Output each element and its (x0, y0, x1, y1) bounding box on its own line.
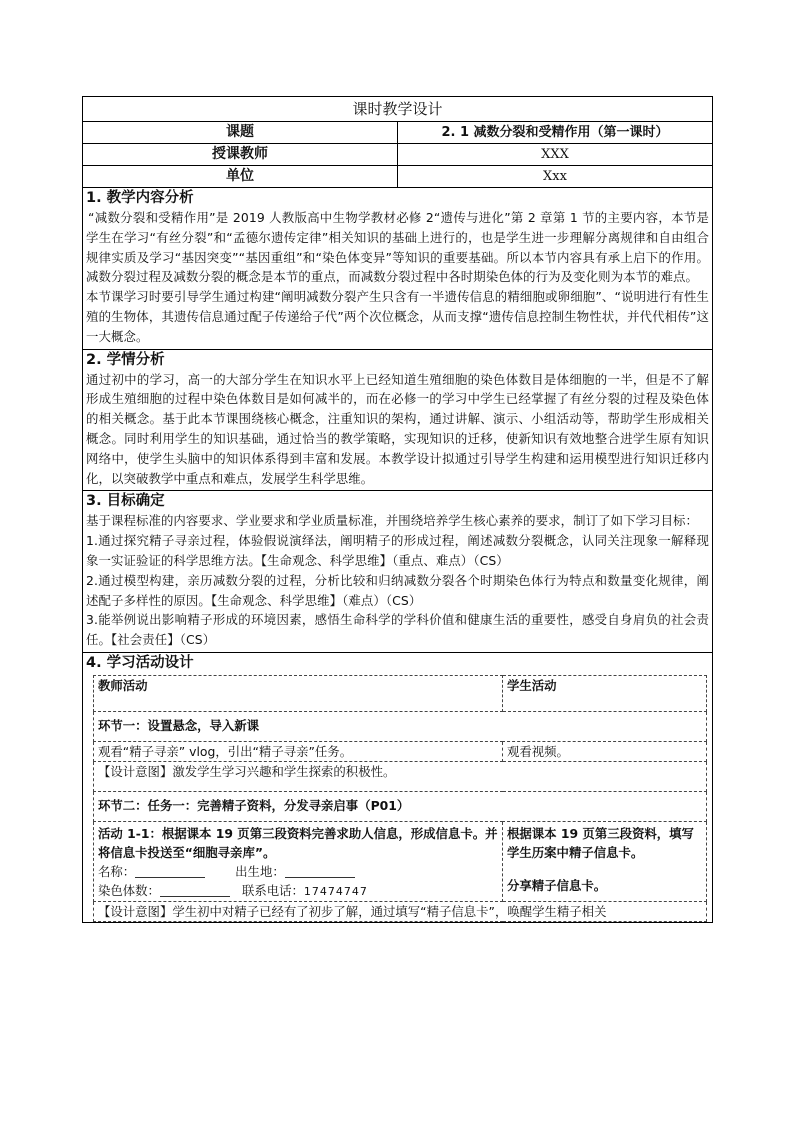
section-content-analysis (83, 188, 713, 350)
student-task: 根据课本 19 页第三段资料，填写学生历案中精子信息卡。 (507, 825, 694, 860)
activity-table (93, 675, 707, 922)
activity-1-1 (94, 821, 503, 901)
birthplace-label: 出生地： (235, 863, 285, 879)
paragraph: “减数分裂和受精作用”是 2019 人教版高中生物学教材必修 2“遗传与进化”第 2 章第 1 节的主要内容，本节是学生在学习“有丝分裂”和“孟德尔遗传定律”相关知识的基础上进行的，也是学生进一步理解分离规律和自由组合规律实质及学习“基因突变”“基因重组”和“染色体变异”等知识的重要基础。所以本节内容具有承上启下的作用。减数分裂过程及减数分裂的概念是本节的重点，而减数分裂过程中各时期染色体的行为及变化则为本节的难点。 (86, 210, 709, 285)
document-title: 课时教学设计 (83, 97, 713, 122)
teacher-value: XXX (398, 144, 713, 166)
student-share: 分享精子信息卡。 (507, 877, 607, 893)
birthplace-blank[interactable] (285, 863, 355, 878)
stage-two-title: 环节二：任务一：完善精子资料，分发寻亲启事（P01） (94, 791, 707, 821)
stage-one-student: 观看视频。 (503, 741, 707, 761)
topic-label: 课题 (83, 122, 398, 144)
stage-one-intent: 【设计意图】激发学生学习兴趣和学生探索的积极性。 (94, 761, 707, 791)
activity-1-1-student (503, 821, 707, 901)
info-card-row-1 (98, 862, 498, 881)
paragraph: 基于课程标准的内容要求、学业要求和学业质量标准，并围绕培养学生核心素养的要求，制订了如下学习目标： (86, 513, 699, 529)
paragraph: 本节课学习时要引导学生通过构建“阐明减数分裂产生只含有一半遗传信息的精细胞或卵细胞”、“说明进行有性生殖的生物体，其遗传信息通过配子传递给子代”两个次位概念，从而支撑“遗传信息控制生物性状，并代代相传”这一大概念。 (86, 289, 709, 344)
info-card-row-2 (98, 881, 498, 901)
unit-label: 单位 (83, 166, 398, 188)
topic-value: 2. 1 减数分裂和受精作用（第一课时） (398, 122, 713, 144)
stage-one-teacher: 观看“精子寻亲” vlog，引出“精子寻亲”任务。 (94, 741, 503, 761)
phone-value: 17474747 (303, 884, 368, 898)
student-activity-header: 学生活动 (503, 675, 707, 711)
section-heading: 2. 学情分析 (86, 351, 165, 368)
chromosome-blank[interactable] (160, 882, 230, 897)
stage-one-title: 环节一：设置悬念，导入新课 (94, 711, 707, 741)
section-objectives (83, 491, 713, 653)
name-blank[interactable] (135, 863, 205, 878)
activity-title: 活动 1-1：根据课本 19 页第三段资料完善求助人信息，形成信息卡。并将信息卡投送至“细胞寻亲库”。 (98, 825, 498, 860)
section-heading: 3. 目标确定 (86, 493, 165, 510)
section-heading: 4. 学习活动设计 (86, 654, 194, 671)
teacher-label: 授课教师 (83, 144, 398, 166)
phone-label: 联系电话： (241, 882, 304, 898)
section-learner-analysis (83, 349, 713, 491)
teacher-activity-header: 教师活动 (94, 675, 503, 711)
lesson-design-table (82, 96, 713, 923)
stage-two-intent: 【设计意图】学生初中对精子已经有了初步了解，通过填写“精子信息卡”，唤醒学生精子相关 (94, 901, 707, 921)
name-label: 名称： (98, 863, 136, 879)
chromosome-label: 染色体数： (98, 882, 160, 898)
section-heading: 1. 教学内容分析 (86, 190, 194, 206)
objective-item: 2.通过模型构建，亲历减数分裂的过程，分析比较和归纳减数分裂各个时期染色体行为特点和数量变化规律，阐述配子多样性的原因。【生命观念、科学思维】（难点）（CS） (86, 572, 709, 608)
paragraph: 通过初中的学习，高一的大部分学生在知识水平上已经知道生殖细胞的染色体数目是体细胞的一半，但是不了解形成生殖细胞的过程中染色体数目是如何减半的，而在必修一的学习中学生已经掌握了有丝分裂的过程及染色体的相关概念。基于此本节课围绕核心概念，注重知识的架构，通过讲解、演示、小组活动等，帮助学生形成相关概念。同时利用学生的知识基础，通过恰当的教学策略，实现知识的迁移，使新知识有效地整合进学生原有知识网络中，使学生头脑中的知识体系得到丰富和发展。本教学设计拟通过引导学生构建和运用模型进行知识迁移内化，以突破教学中重点和难点，发展学生科学思维。 (86, 371, 709, 486)
section-activity-design (83, 652, 713, 922)
objective-item: 3.能举例说出影响精子形成的环境因素，感悟生命科学的学科价值和健康生活的重要性，感受自身肩负的社会责任。【社会责任】（CS） (86, 612, 709, 648)
unit-value: Xxx (398, 166, 713, 188)
objective-item: 1.通过探究精子寻亲过程，体验假说演绎法，阐明精子的形成过程，阐述减数分裂概念，认同关注现象一解释现象一实证验证的科学思维方法。【生命观念、科学思维】（重点、难点）（CS） (86, 533, 709, 568)
